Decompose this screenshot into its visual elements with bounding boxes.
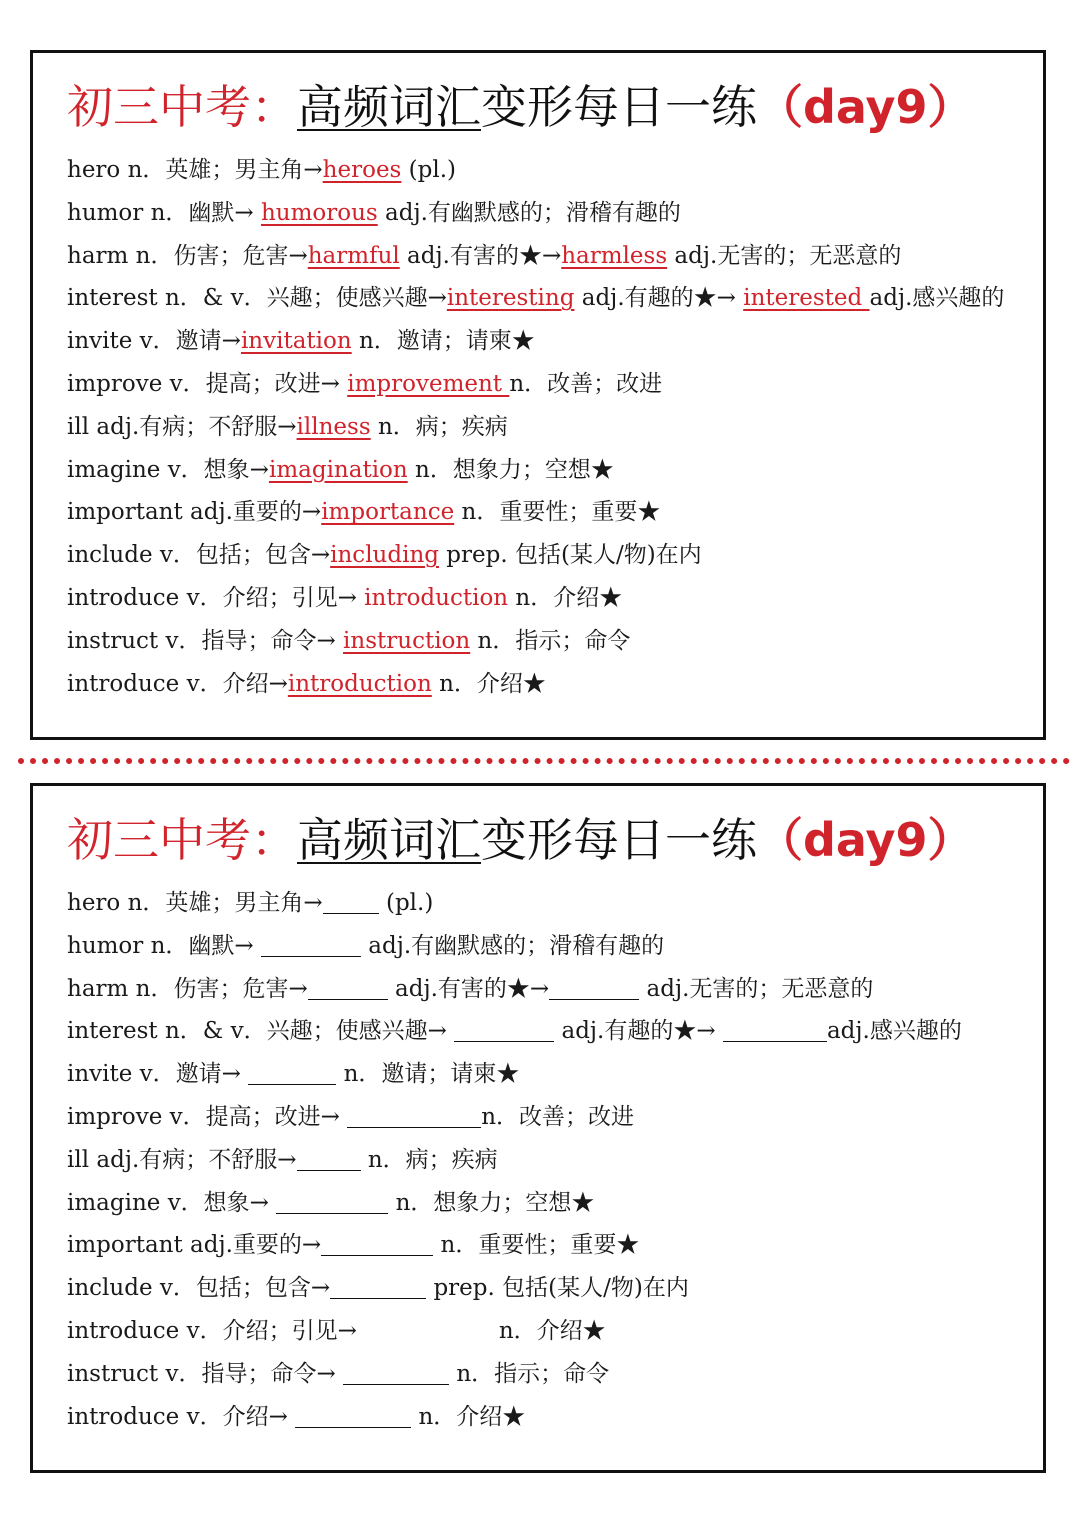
- vocab-line: [67, 192, 1023, 235]
- vocab-prompt: invite v．邀请→: [67, 1061, 249, 1088]
- vocab-prompt: ill adj.有病；不舒服→: [67, 413, 297, 440]
- worksheet-title: [67, 804, 974, 870]
- vocab-gloss: adj.感兴趣的: [869, 285, 1005, 312]
- vocab-line: [67, 491, 1023, 534]
- practice-worksheet-card: [30, 783, 1046, 1473]
- vocab-gloss: n．想象力；空想★: [388, 1189, 595, 1216]
- vocab-line: [67, 1010, 1023, 1053]
- vocab-mid: adj.有趣的★→: [574, 285, 744, 312]
- vocab-answer: improvement: [347, 370, 510, 397]
- answer-blank-2[interactable]: [723, 1015, 827, 1042]
- vocab-answer-list: [67, 149, 1023, 705]
- vocab-prompt: include v．包括；包含→: [67, 1275, 331, 1302]
- vocab-answer: introduction: [287, 670, 432, 697]
- answer-blank[interactable]: [295, 1401, 411, 1428]
- vocab-prompt: instruct v．指导；命令→: [67, 627, 344, 654]
- vocab-gloss: n．介绍★: [411, 1403, 526, 1430]
- vocab-line: [67, 663, 1023, 706]
- answer-blank[interactable]: [343, 1358, 449, 1385]
- answer-blank-2[interactable]: [549, 973, 639, 1000]
- vocab-mid: adj.有趣的★→: [554, 1018, 723, 1045]
- vocab-line: [67, 925, 1023, 968]
- vocab-prompt: introduce v．介绍；引见→: [67, 1317, 357, 1344]
- title-paren-close: ）: [927, 813, 974, 867]
- vocab-answer: imagination: [268, 456, 408, 483]
- vocab-prompt: important adj.重要的→: [67, 1232, 322, 1259]
- vocab-gloss: n．改善；改进: [509, 370, 663, 397]
- title-paren-open: （: [757, 813, 803, 867]
- vocab-line: [67, 320, 1023, 363]
- vocab-line: [67, 1224, 1023, 1267]
- vocab-prompt: humor n．幽默→: [67, 199, 261, 226]
- vocab-prompt: hero n．英雄；男主角→: [67, 890, 323, 916]
- vocab-answer: heroes: [322, 157, 402, 183]
- answer-blank[interactable]: [297, 1144, 361, 1171]
- title-paren-open: （: [757, 80, 803, 134]
- vocab-gloss: adj.无害的；无恶意的: [667, 242, 902, 269]
- title-day: day9: [803, 80, 928, 134]
- vocab-answer: instruction: [343, 627, 471, 654]
- vocab-answer-2: harmless: [561, 242, 668, 269]
- vocab-gloss: adj.感兴趣的: [826, 1018, 962, 1045]
- vocab-prompt: include v．包括；包含→: [67, 542, 331, 569]
- vocab-gloss: n．邀请；请柬★: [351, 328, 535, 355]
- vocab-gloss: n．指示；命令: [449, 1360, 610, 1387]
- vocab-line: [67, 1353, 1023, 1396]
- vocab-gloss: adj.有幽默感的；滑稽有趣的: [360, 932, 665, 959]
- vocab-prompt: invite v．邀请→: [67, 328, 241, 355]
- vocab-prompt: ill adj.有病；不舒服→: [67, 1146, 297, 1173]
- vocab-answer: interesting: [446, 285, 575, 312]
- title-paren-close: ）: [927, 80, 974, 134]
- vocab-gloss: n．重要性；重要★: [454, 499, 661, 526]
- answer-blank[interactable]: [261, 930, 361, 957]
- vocab-line: [67, 277, 1023, 320]
- vocab-line: [67, 149, 1023, 192]
- vocab-answer: including: [330, 542, 439, 569]
- vocab-prompt: interest n．& v．兴趣；使感兴趣→: [67, 1018, 455, 1045]
- vocab-gloss: prep. 包括(某人/物)在内: [426, 1275, 689, 1302]
- vocab-prompt: improve v．提高；改进→: [67, 1103, 348, 1130]
- vocab-gloss: n．病；疾病: [370, 413, 508, 440]
- vocab-gloss: n．介绍★: [508, 584, 623, 611]
- vocab-prompt: introduce v．介绍→: [67, 670, 288, 697]
- vocab-gloss: (pl.): [378, 890, 434, 916]
- vocab-gloss: n．改善；改进: [481, 1103, 635, 1130]
- vocab-practice-list: [67, 882, 1023, 1438]
- vocab-line: [67, 235, 1023, 278]
- vocab-answer: importance: [321, 499, 455, 526]
- worksheet-title: [67, 71, 974, 137]
- vocab-line: [67, 1310, 1023, 1353]
- vocab-answer: illness: [296, 413, 371, 440]
- vocab-answer: introduction: [364, 584, 509, 611]
- vocab-mid: adj.有害的★→: [387, 975, 550, 1002]
- vocab-line: [67, 534, 1023, 577]
- vocab-prompt: introduce v．介绍；引见→: [67, 584, 365, 611]
- vocab-gloss: prep. 包括(某人/物)在内: [438, 542, 702, 569]
- title-rest: 变形每日一练: [481, 80, 757, 134]
- vocab-prompt: improve v．提高；改进→: [67, 370, 348, 397]
- answer-blank[interactable]: [454, 1015, 554, 1042]
- vocab-gloss: adj.无害的；无恶意的: [639, 975, 874, 1002]
- vocab-prompt: hero n．英雄；男主角→: [67, 157, 323, 183]
- vocab-line: [67, 1396, 1023, 1439]
- vocab-answer: humorous: [260, 199, 378, 226]
- answer-blank[interactable]: [330, 1272, 426, 1299]
- title-prefix: 初三中考：: [67, 80, 297, 134]
- vocab-line: [67, 1053, 1023, 1096]
- vocab-gloss: n．指示；命令: [470, 627, 631, 654]
- vocab-line: [67, 1182, 1023, 1225]
- vocab-line: [67, 406, 1023, 449]
- vocab-answer: invitation: [240, 328, 352, 355]
- vocab-line: [67, 1267, 1023, 1310]
- dotted-divider: [18, 758, 1070, 764]
- vocab-line: [67, 1139, 1023, 1182]
- title-main: 高频词汇: [297, 813, 481, 867]
- vocab-prompt: introduce v．介绍→: [67, 1403, 296, 1430]
- vocab-gloss: n．介绍★: [498, 1317, 606, 1344]
- vocab-prompt: harm n．伤害；危害→: [67, 242, 308, 269]
- vocab-prompt: harm n．伤害；危害→: [67, 975, 308, 1002]
- vocab-line: [67, 577, 1023, 620]
- vocab-answer-2: interested: [743, 285, 870, 312]
- vocab-line: [67, 882, 1023, 925]
- answer-worksheet-card: [30, 50, 1046, 740]
- vocab-gloss: n．重要性；重要★: [433, 1232, 640, 1259]
- vocab-prompt: instruct v．指导；命令→: [67, 1360, 344, 1387]
- vocab-gloss: adj.有幽默感的；滑稽有趣的: [377, 199, 681, 226]
- vocab-gloss: n．病；疾病: [360, 1146, 498, 1173]
- vocab-prompt: important adj.重要的→: [67, 499, 322, 526]
- vocab-gloss: n．想象力；空想★: [407, 456, 614, 483]
- answer-blank[interactable]: [248, 1058, 336, 1085]
- vocab-prompt: imagine v．想象→: [67, 456, 269, 483]
- title-rest: 变形每日一练: [481, 813, 757, 867]
- vocab-line: [67, 449, 1023, 492]
- vocab-gloss: n．介绍★: [431, 670, 546, 697]
- answer-blank[interactable]: [321, 1229, 433, 1256]
- answer-blank[interactable]: [276, 1187, 388, 1214]
- title-prefix: 初三中考：: [67, 813, 297, 867]
- vocab-prompt: humor n．幽默→: [67, 932, 261, 959]
- vocab-gloss: n．邀请；请柬★: [336, 1061, 520, 1088]
- vocab-prompt: imagine v．想象→: [67, 1189, 277, 1216]
- vocab-line: [67, 1096, 1023, 1139]
- answer-blank[interactable]: [308, 973, 388, 1000]
- vocab-line: [67, 363, 1023, 406]
- title-day: day9: [803, 813, 928, 867]
- vocab-line: [67, 968, 1023, 1011]
- vocab-prompt: interest n．& v．兴趣；使感兴趣→: [67, 285, 447, 312]
- vocab-mid: adj.有害的★→: [399, 242, 562, 269]
- answer-blank[interactable]: [347, 1101, 481, 1128]
- vocab-gloss: (pl.): [401, 157, 457, 183]
- answer-blank[interactable]: [323, 887, 379, 914]
- vocab-line: [67, 620, 1023, 663]
- title-main: 高频词汇: [297, 80, 481, 134]
- vocab-answer: harmful: [307, 242, 400, 269]
